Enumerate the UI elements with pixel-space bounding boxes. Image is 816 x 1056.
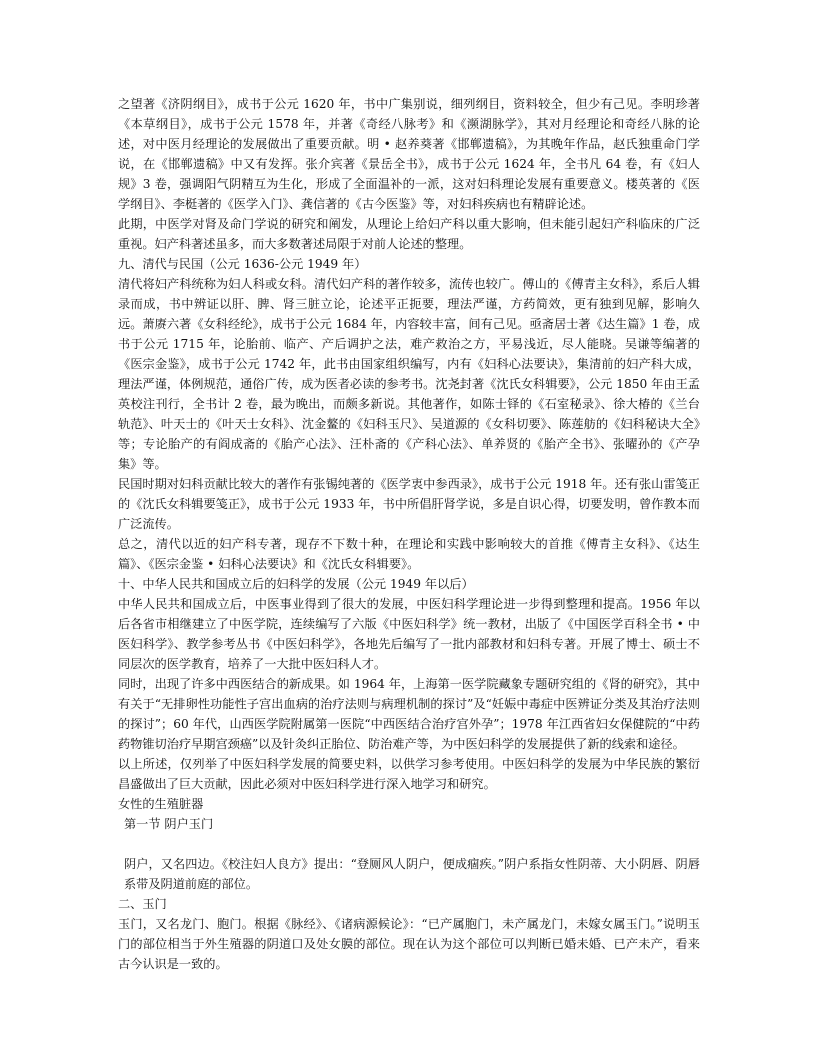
paragraph-prc-education: 中华人民共和国成立后，中医事业得到了很大的发展，中医妇科学理论进一步得到整理和提高。1956 年以后各省市相继建立了中医学院，连续编写了六版《中医妇科学》统一教材，出版了《中国医学百科全书 • 中医妇科学》、教学参考丛书《中医妇科学》，各地先后编写了一批内部教材和妇科专著。开展了博士、硕士不同层次的医学教育，培养了一大批中医妇科人才。 [118, 597, 700, 671]
paragraph-qing-works: 清代将妇产科统称为妇人科或女科。清代妇产科的著作较多，流传也较广。傅山的《傅青主女科》，系后人辑录而成，书中辨证以肝、脾、肾三脏立论，论述平正扼要，理法严谨，方药简效，更有独到见解，影响久远。萧赓六著《女科经纶》，成书于公元 1684 年，内容较丰富，间有己见。亟斋居士著《达生篇》1 卷，成书于公元 1715 年，论胎前、临产、产后调护之法，难产救治之方，平易浅近，尽人能晓。吴谦等编著的《医宗金鉴》，成书于公元 1742 年，此书由国家组织编写，内有《妇科心法要诀》，集清前的妇产科大成，理法严谨，体例规范，通俗广传，成为医者必读的参考书。沈尧封著《沈氏女科辑要》，公元 1850 年由王孟英校注刊行，全书计 2 卷，最为晚出，而颇多新说。其他著作，如陈士铎的《石室秘录》、徐大椿的《兰台轨范》、叶天士的《叶天士女科》、沈金鳌的《妇科玉尺》、吴道源的《女科切要》、陈莲舫的《妇科秘诀大全》等；专论胎产的有阎成斋的《胎产心法》、汪朴斋的《产科心法》、单养贤的《胎产全书》、张曜孙的《产孕集》等。 [118, 277, 700, 471]
paragraph-yumen: 玉门，又名龙门、胞门。根据《脉经》、《诸病源候论》：“已产属胞门，未产属龙门，未嫁女属玉门。”说明玉门的部位相当于外生殖器的阴道口及处女膜的部位。现在认为这个部位可以判断已婚未婚、已产未产，看来古今认识是一致的。 [118, 917, 700, 971]
heading-qing-and-republic: 九、清代与民国（公元 1636-公元 1949 年） [118, 257, 367, 271]
paragraph-ming-summary: 此期，中医学对肾及命门学说的研究和阐发，从理论上给妇产科以重大影响，但未能引起妇产科临床的广泛重视。妇产科著述虽多，而大多数著述局限于对前人论述的整理。 [118, 217, 700, 251]
paragraph-ming-dynasty-works: 之望著《济阴纲目》，成书于公元 1620 年，书中广集别说，细列纲目，资料较全，但少有己见。李明珍著《本草纲目》，成书于公元 1578 年，并著《奇经八脉考》和《濒湖脉学》，其对月经理论和奇经八脉的论述，对中医月经理论的发展做出了重要贡献。明 • 赵养葵著《邯郸遗稿》，为其晚年作品，赵氏独重命门学说，在《邯郸遗稿》中又有发挥。张介宾著《景岳全书》，成书于公元 1624 年，全书凡 64 卷，有《妇人规》3 卷，强调阳气阴精互为生化，形成了全面温补的一派，这对妇科理论发展有重要意义。楼英著的《医学纲目》、李梃著的《医学入门》、龚信著的《古今医鉴》等，对妇科疾病也有精辟论述。 [118, 97, 700, 211]
paragraph-integrated-medicine: 同时，出现了许多中西医结合的新成果。如 1964 年，上海第一医学院藏象专题研究组的《肾的研究》，其中有关于“无排卵性功能性子宫出血病的治疗法则与病理机制的探讨”及“妊娠中毒症中医辨证分类及其治疗法则的探讨”；60 年代，山西医学院附属第一医院“中西医结合治疗宫外孕”；1978 年江西省妇女保健院的“中药药物锥切治疗早期宫颈癌”以及针灸纠正胎位、防治难产等，为中医妇科学的发展提供了新的线索和途径。 [118, 677, 700, 751]
section-title: 女性的生殖脏器 [118, 797, 204, 811]
paragraph-yinhu: 阴户，又名四边。《校注妇人良方》提出：“登厕风人阴户，便成痼疾。”阴户系指女性阴蒂、大小阴唇、阴唇系带及阴道前庭的部位。 [124, 857, 700, 891]
paragraph-qing-summary: 总之，清代以近的妇产科专著，现存不下数十种，在理论和实践中影响较大的首推《傅青主女科》、《达生篇》、《医宗金鉴 • 妇科心法要诀》和《沈氏女科辑要》。 [118, 537, 700, 571]
heading-prc-development: 十、中华人民共和国成立后的妇科学的发展（公元 1949 年以后） [118, 577, 474, 591]
spacer [118, 834, 700, 854]
paragraph-conclusion: 以上所述，仅列举了中医妇科学发展的简要史料，以供学习参考使用。中医妇科学的发展为中华民族的繁衍昌盛做出了巨大贡献，因此必须对中医妇科学进行深入地学习和研究。 [118, 757, 700, 791]
subsection-title: 第一节 阴户玉门 [124, 817, 214, 831]
paragraph-republic-works: 民国时期对妇科贡献比较大的著作有张锡纯著的《医学衷中参西录》，成书于公元 1918 年。还有张山雷笺正的《沈氏女科辑要笺正》，成书于公元 1933 年，书中所倡肝肾学说，多是自识心得，切要发明，曾作教本而广泛流传。 [118, 477, 700, 531]
document-page [118, 94, 700, 974]
heading-yumen: 二、玉门 [118, 897, 167, 911]
